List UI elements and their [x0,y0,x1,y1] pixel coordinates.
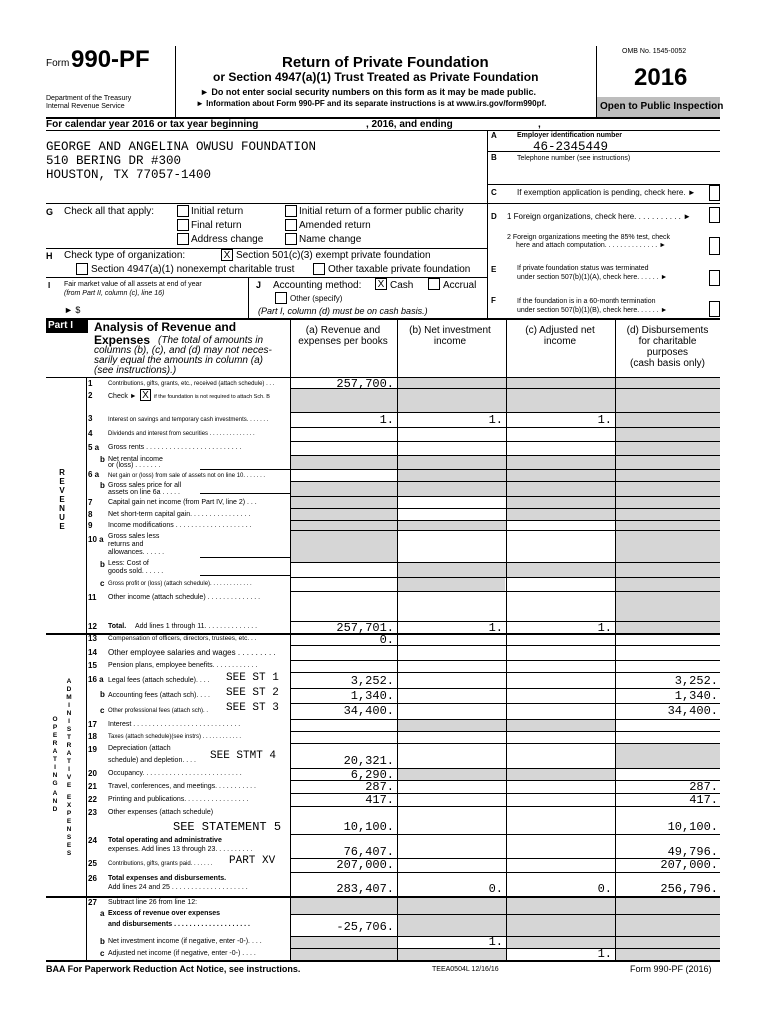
line-18-num: 18 [88,732,97,741]
footer-code: TEEA0504L 12/16/16 [432,966,499,973]
form-number: 990-PF [71,46,150,73]
line-3-b[interactable]: 1. [488,413,503,427]
line-16b-num: b [100,690,105,699]
name-change-label: Name change [299,234,362,245]
part1-desc4: (see instructions).) [94,365,177,376]
part1-desc3: sarily equal the amounts in column (a) [94,355,263,366]
line-27b-b[interactable]: 1. [488,935,503,949]
line-27a-label1: Excess of revenue over expenses [108,910,221,917]
c-checkbox[interactable] [709,185,720,201]
line-11-label: Other income (attach schedule) . . . . . . . . . . . . . . [108,594,261,601]
line-24-a[interactable]: 76,407. [343,845,394,859]
part1-desc2: columns (b), (c), and (d) may not neces- [94,345,272,356]
line-3-c[interactable]: 1. [597,413,612,427]
footer-form: Form 990-PF (2016) [630,964,712,974]
line-3-num: 3 [88,414,93,423]
dept-line1: Department of the Treasury [46,95,132,102]
line-8-num: 8 [88,510,93,519]
line-21-d[interactable]: 287. [689,780,718,794]
f-letter: F [491,296,496,305]
line-26-num: 26 [88,874,97,883]
d-letter: D [491,212,497,221]
ein-label: Employer identification number [517,132,623,139]
line-10a-label3: allowances. . . . . . [108,549,165,556]
line-16c-num: c [100,706,105,715]
col-b-label1: (b) Net investment [409,325,491,336]
cash-checkbox[interactable]: X [375,278,387,290]
notice-info: ► Information about Form 990-PF and its separate instructions is at www.irs.gov/form990pf. [196,99,547,108]
line-10c-num: c [100,579,105,588]
line-20-label: Occupancy. . . . . . . . . . . . . . . . . . . . . . . . . . [108,770,242,777]
g-label: Check all that apply: [64,206,155,217]
line-1-a[interactable]: 257,700. [336,377,394,391]
final-return-checkbox[interactable] [177,219,189,231]
line-16a-num: 16 a [88,675,104,684]
line-6b-label2: assets on line 6a . . . . . [108,489,180,496]
line-21-a[interactable]: 287. [365,780,394,794]
col-d-label2: for charitable [638,336,697,347]
line-27a-num: a [100,909,105,918]
line-6a-label: Net gain or (loss) from sale of assets not on line 10. . . . . . . [108,473,266,479]
line-13-a[interactable]: 0. [379,633,394,647]
line-10b-num: b [100,560,105,569]
line-26-c[interactable]: 0. [597,882,612,896]
line-16c-a[interactable]: 34,400. [343,704,394,718]
line-25-label: Contributions, gifts, grants paid. . . . . . . [108,861,213,867]
line-16a-label: Legal fees (attach schedule). . . . [108,677,210,684]
g-letter: G [46,207,54,217]
line-9-label: Income modifications . . . . . . . . . . . . . . . . . . . . [108,522,252,529]
col-c-label2: income [543,336,577,347]
form-subtitle: or Section 4947(a)(1) Trust Treated as Private Foundation [213,70,539,84]
line-5b-num: b [100,455,105,464]
line-4-label: Dividends and interest from securities . . . . . . . . . . . . . . [108,431,255,437]
line-24-d[interactable]: 49,796. [667,845,718,859]
line-19-a[interactable]: 20,321. [343,754,394,768]
col-b-label2: income [433,336,467,347]
col-d-label1: (d) Disbursements [626,325,709,336]
opex-side-label2: A N D [52,790,58,813]
line-3-label: Interest on savings and temporary cash investments. . . . . . . [108,417,269,423]
opex-side-label4: E X P E N S E S [66,794,72,857]
line-2-label: Check ► [108,393,137,400]
line-25-a[interactable]: 207,000. [336,858,394,872]
former-public-charity-label: Initial return of a former public charity [299,206,464,217]
line-27b-label: Net investment income (if negative, enter -0-). . . . [108,938,262,945]
line-20-num: 20 [88,769,97,778]
amended-return-label: Amended return [299,220,371,231]
line-19-ref[interactable]: SEE STMT 4 [210,750,277,762]
line-16b-d[interactable]: 1,340. [674,689,718,703]
h-label: Check type of organization: [64,250,186,261]
line-21-label: Travel, conferences, and meetings. . . . . . . . . . . [108,783,256,790]
line-27b-num: b [100,937,105,946]
h-letter: H [46,251,53,261]
form-word: Form [46,58,70,69]
line-24-label2: expenses. Add lines 13 through 23. . . . . . . . . . [108,846,253,853]
d2-label1: 2 Foreign organizations meeting the 85% test, check [507,234,671,241]
part1-title2: Expenses [94,333,151,347]
line-22-d[interactable]: 417. [689,793,718,807]
line-24-label1: Total operating and administrative [108,837,222,844]
line-6b-num: b [100,481,105,490]
part1-title1: Analysis of Revenue and [94,320,237,334]
line-2-checkbox[interactable]: X [140,389,151,401]
notice-ssn: ► Do not enter social security numbers on this form as it may be made public. [200,87,536,97]
line-9-num: 9 [88,521,93,530]
line-26-a[interactable]: 283,407. [336,882,394,896]
other-taxable-checkbox[interactable] [313,263,325,275]
line-23-d[interactable]: 10,100. [667,820,718,834]
initial-return-label: Initial return [191,206,244,217]
line-10a-num: 10 a [88,535,104,544]
omb-number: OMB No. 1545-0052 [622,48,687,55]
other-taxable-label: Other taxable private foundation [328,264,471,275]
other-method-label: Other (specify) [290,294,343,303]
line-5b-label1: Net rental income [108,456,163,463]
line-6a-num: 6 a [88,470,100,479]
line-24-num: 24 [88,836,97,845]
col-a-label2: expenses per books [298,336,388,347]
b-letter: B [491,153,497,162]
line-10b-label1: Less: Cost of [108,560,149,567]
501c3-checkbox[interactable]: X [221,249,233,261]
col-d-label4: (cash basis only) [629,358,706,369]
line-21-num: 21 [88,782,97,791]
e-checkbox[interactable] [709,270,720,286]
line-12-c[interactable]: 1. [597,621,612,635]
501c3-label: Section 501(c)(3) exempt private foundation [236,250,431,261]
line-17-label: Interest . . . . . . . . . . . . . . . . . . . . . . . . . . . . [108,721,241,728]
line-14-label: Other employee salaries and wages . . . . . . . . . [108,648,276,657]
org-address2[interactable]: HOUSTON, TX 77057-1400 [46,168,212,182]
line-19-num: 19 [88,745,97,754]
line-5a-label: Gross rents . . . . . . . . . . . . . . . . . . . . . . . . . [108,444,242,451]
e-label1: If private foundation status was terminated [517,265,649,272]
line-27a-label2: and disbursements . . . . . . . . . . . . . . . . . . . . [108,921,250,928]
line-27-num: 27 [88,898,97,907]
line-11-num: 11 [88,593,97,602]
line-25-ref[interactable]: PART XV [229,855,276,867]
line-5a-num: 5 a [88,443,100,452]
line-16a-d[interactable]: 3,252. [674,674,718,688]
opex-side-label3: A D M I N I S T R A T I V E [66,678,72,789]
line-16a-ref[interactable]: SEE ST 1 [226,672,279,684]
a-letter: A [491,131,497,140]
line-2-num: 2 [88,391,93,400]
line-13-num: 13 [88,634,97,643]
i-dollar: ► $ [64,305,81,315]
line-23-ref[interactable]: SEE STATEMENT 5 [173,820,282,834]
line-4-num: 4 [88,429,93,438]
line-12-b[interactable]: 1. [488,621,503,635]
accrual-label: Accrual [443,280,477,291]
line-10b-label2: goods sold. . . . . . [108,568,164,575]
line-27a-a[interactable]: -25,706. [336,920,394,934]
i-label2: (from Part II, column (c), line 16) [64,290,165,297]
f-checkbox[interactable] [709,301,720,317]
e-letter: E [491,265,497,274]
e-label2: under section 507(b)(1)(A), check here. . . . . . ► [517,274,668,281]
line-1-num: 1 [88,379,93,388]
line-26-b[interactable]: 0. [488,882,503,896]
f-label2: under section 507(b)(1)(B), check here. . . . . . ► [517,307,668,314]
line-18-label: Taxes (attach schedule)(see instrs) . . . . . . . . . . . . [108,734,242,740]
line-20-a[interactable]: 6,290. [350,768,394,782]
revenue-side-label: R E V E N U E [59,468,65,531]
other-method-checkbox[interactable] [275,292,287,304]
line-16b-a[interactable]: 1,340. [350,689,394,703]
line-23-num: 23 [88,808,97,817]
line-12-a[interactable]: 257,701. [336,621,394,635]
j-letter: J [256,280,262,290]
address-change-label: Address change [191,234,264,245]
line-19-label2: schedule) and depletion. . . . [108,757,196,764]
line-17-num: 17 [88,720,97,729]
j-label: Accounting method: [273,280,362,291]
c-letter: C [491,188,497,197]
address-change-checkbox[interactable] [177,233,189,245]
line-26-label1: Total expenses and disbursements. [108,875,227,882]
d2-label2: here and attach computation. . . . . . . . . . . . . . ► [516,242,667,249]
col-d-label3: purposes [646,347,689,358]
calendar-mid: , 2016, and ending [366,119,453,130]
c-label: If exemption application is pending, check here. ► [517,188,696,197]
amended-return-checkbox[interactable] [285,219,297,231]
part1-tag: Part I [48,320,74,331]
line-5b-label2: or (loss) . . . . . . . [108,462,161,469]
footer-baa: BAA For Paperwork Reduction Act Notice, see instructions. [46,964,301,974]
d1-checkbox[interactable] [709,207,720,223]
4947-checkbox[interactable] [76,263,88,275]
final-return-label: Final return [191,220,242,231]
line-16c-ref[interactable]: SEE ST 3 [226,702,279,714]
line-23-a[interactable]: 10,100. [343,820,394,834]
part1-desc1: (The total of amounts in [158,335,264,346]
line-27c-c[interactable]: 1. [597,947,612,961]
form-title: Return of Private Foundation [282,54,489,71]
line-15-label: Pension plans, employee benefits. . . . . . . . . . . . [108,662,258,669]
line-3-a[interactable]: 1. [379,413,394,427]
line-25-num: 25 [88,859,97,868]
line-6b-label1: Gross sales price for all [108,482,182,489]
phone-label: Telephone number (see instructions) [517,155,631,162]
i-label1: Fair market value of all assets at end of year [64,281,202,288]
i-letter: I [48,281,51,290]
open-inspection: Open to Public Inspection [600,101,724,112]
accrual-checkbox[interactable] [428,278,440,290]
line-22-num: 22 [88,795,97,804]
cash-label: Cash [390,280,414,291]
line-15-num: 15 [88,661,97,670]
4947-label: Section 4947(a)(1) nonexempt charitable trust [91,264,295,275]
line-12-label: Add lines 1 through 11. . . . . . . . . . . . . . [135,623,258,630]
line-22-label: Printing and publications. . . . . . . . . . . . . . . . . [108,796,249,803]
calendar-comma: , [538,119,541,130]
line-27c-label: Adjusted net income (if negative, enter -0-) . . . . [108,950,256,957]
line-16b-label: Accounting fees (attach sch). . . . [108,692,210,699]
line-27-label: Subtract line 26 from line 12: [108,899,198,906]
line-12-num: 12 [88,622,97,631]
d1-label: 1 Foreign organizations, check here. . . . . . . . . . . ► [507,212,691,221]
line-8-label: Net short-term capital gain. . . . . . . . . . . . . . . . [108,511,251,518]
calendar-label: For calendar year 2016 or tax year beginning [46,119,259,130]
ein-value[interactable]: 46-2345449 [533,140,609,154]
line-14-num: 14 [88,648,97,657]
line-16b-ref[interactable]: SEE ST 2 [226,687,279,699]
line-22-a[interactable]: 417. [365,793,394,807]
tax-year: 2016 [634,64,688,91]
line-1-label: Contributions, gifts, grants, etc., received (attach schedule) . . . [108,381,275,387]
line-7-label: Capital gain net income (from Part IV, line 2) . . . [108,499,257,506]
line-10a-label2: returns and [108,541,144,548]
line-27c-num: c [100,949,105,958]
org-name[interactable]: GEORGE AND ANGELINA OWUSU FOUNDATION [46,140,317,154]
line-16a-a[interactable]: 3,252. [350,674,394,688]
former-public-charity-checkbox[interactable] [285,205,297,217]
name-change-checkbox[interactable] [285,233,297,245]
line-16c-label: Other professional fees (attach sch). . [108,708,209,714]
d2-checkbox[interactable] [709,237,720,255]
line-7-num: 7 [88,498,93,507]
line-26-d[interactable]: 256,796. [660,882,718,896]
line-23-label: Other expenses (attach schedule) [108,809,214,816]
line-26-label2: Add lines 24 and 25 . . . . . . . . . . . . . . . . . . . . [108,884,248,891]
line-19-label1: Depreciation (attach [108,745,171,752]
j-note: (Part I, column (d) must be on cash basis.) [258,306,428,316]
col-c-label1: (c) Adjusted net [525,325,595,336]
initial-return-checkbox[interactable] [177,205,189,217]
line-12-total: Total. [108,623,127,630]
f-label1: If the foundation is in a 60-month termination [517,298,656,305]
col-a-label1: (a) Revenue and [305,325,381,336]
dept-line2: Internal Revenue Service [46,103,125,110]
line-16c-d[interactable]: 34,400. [667,704,718,718]
org-address1[interactable]: 510 BERING DR #300 [46,154,182,168]
line-10a-label1: Gross sales less [108,533,160,540]
line-10c-label: Gross profit or (loss) (attach schedule). . . . . . . . . . . . . [108,581,252,587]
line-2-label-b: if the foundation is not required to attach Sch. B [154,394,270,400]
line-25-d[interactable]: 207,000. [660,858,718,872]
line-13-label: Compensation of officers, directors, trustees, etc. . . [108,635,257,642]
opex-side-label1: O P E R A T I N G [52,716,58,787]
